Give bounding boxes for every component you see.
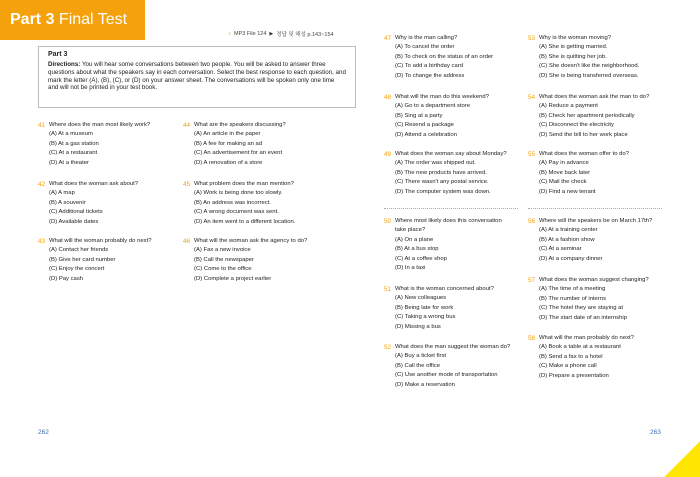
question-text: What is the woman concerned about? — [395, 286, 494, 292]
option-b: (B) Check her apartment periodically — [539, 112, 635, 119]
option-b: (B) At a bus stop — [395, 246, 439, 253]
directions-title: Part 3 — [48, 51, 68, 58]
option-b: (B) At a fashion show — [539, 236, 595, 243]
question-41 — [38, 121, 178, 168]
question-text: What will the man do this weekend? — [395, 94, 489, 100]
section-divider — [384, 208, 518, 209]
option-a: (A) She is getting married. — [539, 44, 608, 51]
option-c: (C) Make a phone call — [539, 363, 597, 370]
option-a: (A) Fax a new invoice — [194, 247, 251, 254]
option-a: (A) Buy a ticket first — [395, 353, 447, 360]
question-text: Why is the woman moving? — [539, 35, 612, 41]
option-b: (B) Sing at a party — [395, 112, 443, 119]
question-45 — [183, 180, 355, 227]
option-b: (B) At a gas station — [49, 140, 99, 147]
option-b: (B) Call the newspaper — [194, 256, 254, 263]
question-text: What does the woman offer to do? — [539, 151, 629, 157]
question-text: What does the man suggest the woman do? — [395, 344, 511, 350]
option-c: (C) She doesn't like the neighborhood. — [539, 63, 640, 70]
arrow-right-icon: ▶ — [269, 31, 274, 37]
question-text: What does the woman suggest changing? — [539, 277, 649, 283]
question-number: 53 — [528, 35, 536, 42]
option-d: (D) Send the bill to her work place — [539, 131, 628, 138]
option-c: (C) The hotel they are staying at — [539, 305, 624, 312]
question-number: 54 — [528, 94, 536, 101]
question-number: 41 — [38, 122, 46, 129]
question-number: 55 — [528, 151, 536, 158]
question-text: Why is the man calling? — [395, 35, 458, 41]
option-d: (D) Prepare a presentation — [539, 372, 609, 379]
section-title: Final Test — [58, 11, 128, 28]
question-number: 45 — [183, 181, 191, 188]
question-53 — [528, 34, 678, 81]
option-a: (A) Book a table at a restaurant — [539, 344, 621, 351]
question-number: 47 — [384, 35, 392, 42]
option-b: (B) Call the office — [395, 362, 441, 369]
option-a: (A) At a museum — [49, 131, 93, 138]
option-a: (A) Go to a department store — [395, 103, 470, 110]
question-number: 50 — [384, 218, 392, 225]
option-d: (D) In a taxi — [395, 265, 426, 272]
question-text: What will the man probably do next? — [539, 335, 634, 341]
option-c: (C) Come to the office — [194, 266, 252, 273]
option-d: (D) To change the address — [395, 72, 465, 79]
question-49 — [384, 150, 520, 197]
question-52 — [384, 343, 512, 390]
answer-reference: 정답 및 해설 p.143~154 — [276, 32, 334, 38]
directions-body: You will hear some conversations between two people. You will be asked to answer three questions about what the speakers say in each conversation. Select the best response to each question, and mark the letter (A), (B), (C), or (D) on your answer sheet. The conversations will be spoken only one time and will not be printed in your test book. — [48, 61, 346, 92]
option-a: (A) Contact her friends — [49, 247, 109, 254]
option-b: (B) A fee for making an ad — [194, 140, 263, 147]
question-number: 48 — [384, 94, 392, 101]
directions-box — [38, 46, 356, 108]
question-42 — [38, 180, 178, 227]
question-47 — [384, 34, 520, 81]
option-b: (B) The new products have arrived. — [395, 169, 487, 176]
part-header-band — [0, 0, 145, 40]
option-a: (A) Work is being done too slowly. — [194, 190, 283, 197]
option-c: (C) Enjoy the concert — [49, 266, 105, 273]
option-a: (A) The order was shipped out. — [395, 160, 476, 167]
mp3-icon: ♪ — [228, 31, 231, 37]
question-number: 49 — [384, 151, 392, 158]
part-title — [10, 11, 127, 29]
question-58 — [528, 334, 678, 381]
question-number: 51 — [384, 286, 392, 293]
question-46 — [183, 237, 355, 284]
question-text: Where will the speakers be on March 17th? — [539, 218, 653, 224]
section-divider — [528, 208, 662, 209]
option-a: (A) The time of a meeting — [539, 286, 606, 293]
option-d: (D) Complete a project earlier — [194, 275, 272, 282]
question-text: What does the woman say about Monday? — [395, 151, 507, 157]
option-a: (A) Reduce a payment — [539, 103, 598, 110]
option-d: (D) At a company dinner — [539, 255, 603, 262]
question-44 — [183, 121, 355, 168]
question-54 — [528, 93, 678, 140]
option-a: (A) At a training center — [539, 227, 598, 234]
option-a: (A) An article in the paper — [194, 131, 261, 138]
question-50 — [384, 217, 512, 273]
option-d: (D) Attend a celebration — [395, 131, 457, 138]
question-51 — [384, 285, 520, 332]
directions-text — [48, 61, 346, 92]
question-55 — [528, 150, 678, 197]
part-label: Part 3 — [10, 11, 55, 28]
option-b: (B) The number of interns — [539, 295, 607, 302]
option-b: (B) A souvenir — [49, 199, 86, 206]
option-c: (C) There wasn't any postal service. — [395, 179, 489, 186]
option-c: (C) Disconnect the electricity — [539, 122, 614, 129]
question-text: Where most likely does this conversation take place? — [395, 218, 502, 234]
question-number: 43 — [38, 238, 46, 245]
option-d: (D) Find a new tenant — [539, 188, 596, 195]
option-c: (C) At a coffee shop — [395, 255, 447, 262]
question-text: What does the woman ask the man to do? — [539, 94, 650, 100]
option-d: (D) Pay cash — [49, 275, 84, 282]
question-43 — [38, 237, 178, 284]
option-d: (D) She is being transferred overseas. — [539, 72, 639, 79]
option-b: (B) To check on the status of an order — [395, 53, 494, 60]
page-corner-decoration — [664, 441, 700, 477]
page-number-right: 263 — [650, 429, 661, 436]
question-number: 58 — [528, 335, 536, 342]
question-text: What does the woman ask about? — [49, 181, 139, 187]
option-a: (A) New colleagues — [395, 295, 447, 302]
question-number: 46 — [183, 238, 191, 245]
option-b: (B) An address was incorrect. — [194, 199, 271, 206]
option-a: (A) A map — [49, 190, 75, 197]
question-number: 44 — [183, 122, 191, 129]
option-d: (D) An item went to a different location. — [194, 218, 296, 225]
option-c: (C) A wrong document was sent. — [194, 209, 279, 216]
question-text: What will the woman probably do next? — [49, 238, 152, 244]
option-c: (C) Resend a package — [395, 122, 454, 129]
option-d: (D) Make a reservation — [395, 381, 455, 388]
option-b: (B) Send a fax to a hotel — [539, 353, 603, 360]
option-b: (B) She is quitting her job. — [539, 53, 607, 60]
option-c: (C) To add a birthday card — [395, 63, 463, 70]
directions-lead: Directions: — [48, 61, 81, 68]
question-text: What problem does the man mention? — [194, 181, 294, 187]
question-number: 56 — [528, 218, 536, 225]
question-56 — [528, 217, 678, 264]
option-d: (D) The start date of an internship — [539, 314, 627, 321]
option-a: (A) On a plane — [395, 236, 434, 243]
question-text: What are the speakers discussing? — [194, 122, 286, 128]
option-b: (B) Give her card number — [49, 256, 116, 263]
mp3-file-label: MP3 File 124 — [234, 31, 267, 37]
option-d: (D) Missing a bus — [395, 323, 441, 330]
question-number: 52 — [384, 344, 392, 351]
option-d: (D) At a theater — [49, 159, 89, 166]
option-c: (C) Use another mode of transportation — [395, 372, 498, 379]
question-text: What will the woman ask the agency to do? — [194, 238, 308, 244]
option-d: (D) The computer system was down. — [395, 188, 491, 195]
option-d: (D) A renovation of a store — [194, 159, 263, 166]
option-d: (D) Available dates — [49, 218, 99, 225]
question-number: 42 — [38, 181, 46, 188]
option-c: (C) At a seminar — [539, 246, 582, 253]
option-a: (A) To cancel the order — [395, 44, 455, 51]
question-48 — [384, 93, 520, 140]
option-c: (C) At a restaurant — [49, 150, 98, 157]
option-b: (B) Being late for work — [395, 304, 454, 311]
option-c: (C) An advertisement for an event — [194, 150, 283, 157]
option-c: (C) Additional tickets — [49, 209, 103, 216]
question-number: 57 — [528, 277, 536, 284]
option-b: (B) Move back later — [539, 169, 591, 176]
option-c: (C) Mail the check — [539, 179, 587, 186]
mp3-info — [228, 30, 334, 38]
question-57 — [528, 276, 678, 323]
page-number-left: 262 — [38, 429, 49, 436]
question-text: Where does the man most likely work? — [49, 122, 151, 128]
option-c: (C) Taking a wrong bus — [395, 314, 456, 321]
option-a: (A) Pay in advance — [539, 160, 589, 167]
